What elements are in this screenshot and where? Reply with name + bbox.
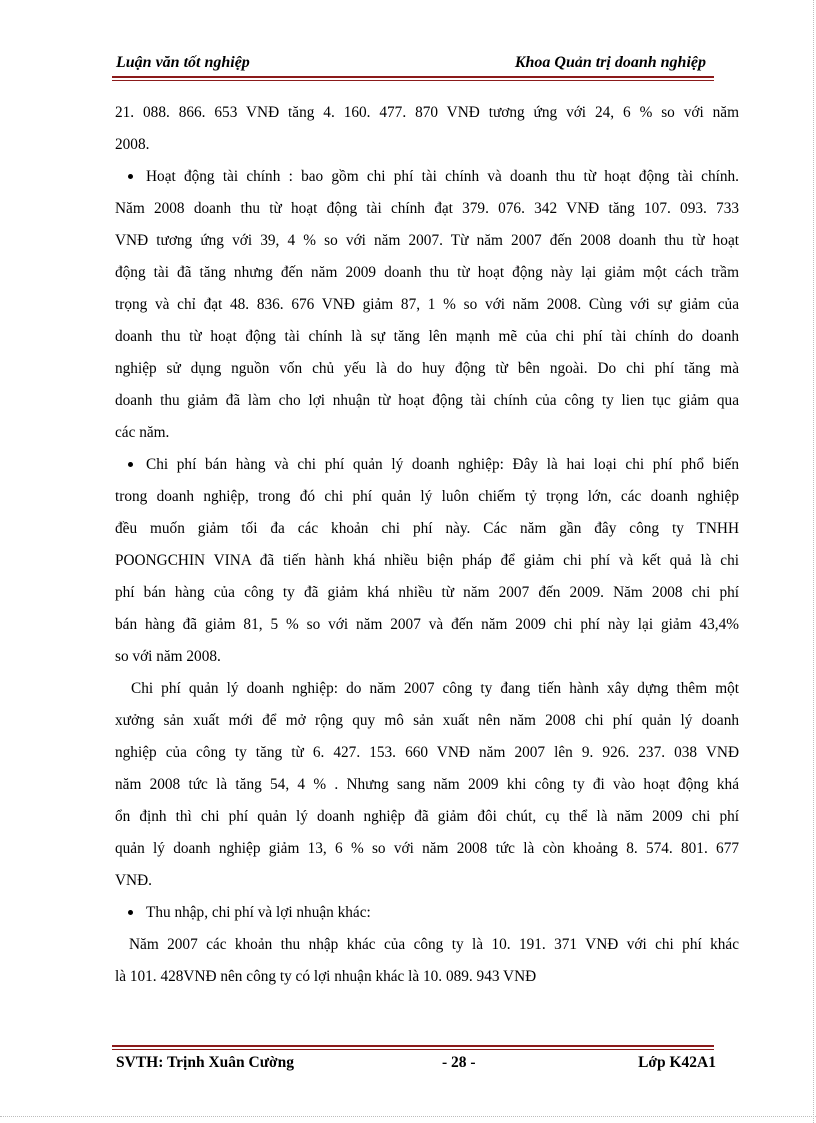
page-header: [112, 52, 712, 74]
page-footer: [112, 1052, 716, 1076]
bullet-text: Hoạt động tài chính : bao gồm chi phí tài chính và doanh thu từ hoạt động tài chính.: [146, 168, 739, 185]
text-line: doanh thu giảm đã làm cho lợi nhuận từ hoạt động tài chính của công ty lien tục giảm qua: [115, 392, 739, 409]
text-line: bán hàng đã giảm 81, 5 % so với năm 2007 và đến năm 2009 chi phí này lại giảm 43,4%: [115, 616, 739, 633]
text-line: phí bán hàng của công ty đã giảm khá nhiều từ năm 2007 đến 2009. Năm 2008 chi phí: [115, 584, 739, 601]
bullet-line: [115, 161, 739, 193]
body-text: [115, 97, 739, 993]
bullet-line: [115, 449, 739, 481]
bullet-line: [115, 897, 739, 929]
bullet-icon: [128, 174, 133, 179]
text-line: động tài đã tăng nhưng đến năm 2009 doanh thu từ hoạt động này lại giảm một cách trầm: [115, 264, 739, 281]
bullet-icon: [128, 910, 133, 915]
text-line: Năm 2008 doanh thu từ hoạt động tài chính đạt 379. 076. 342 VNĐ tăng 107. 093. 733: [115, 200, 739, 217]
text-line: doanh thu từ hoạt động tài chính là sự tăng lên mạnh mẽ của chi phí tài chính do doanh: [115, 328, 739, 345]
text-line: nghiệp sử dụng nguồn vốn chủ yếu là do huy động từ bên ngoài. Do chi phí tăng mà: [115, 360, 739, 377]
footer-student: SVTH: Trịnh Xuân Cường: [116, 1054, 294, 1071]
text-line: POONGCHIN VINA đã tiến hành khá nhiều biện pháp để giảm chi phí và kết quả là chi: [115, 552, 739, 569]
text-line: quản lý doanh nghiệp giảm 13, 6 % so với năm 2008 tức là còn khoảng 8. 574. 801. 677: [115, 840, 739, 857]
text-line: trong doanh nghiệp, trong đó chi phí quản lý luôn chiếm tỷ trọng lớn, các doanh nghiệp: [115, 488, 739, 505]
page-number: - 28 -: [442, 1054, 476, 1071]
header-rule: [112, 76, 714, 78]
header-faculty-label: Khoa Quản trị doanh nghiệp: [514, 54, 706, 71]
text-line: nghiệp của công ty tăng từ 6. 427. 153. 660 VNĐ năm 2007 lên 9. 926. 237. 038 VNĐ: [115, 744, 739, 761]
text-line: VNĐ tương ứng với 39, 4 % so với năm 2007. Từ năm 2007 đến 2008 doanh thu từ hoạt: [115, 232, 739, 249]
text-line: Năm 2007 các khoản thu nhập khác của công ty là 10. 191. 371 VNĐ với chi phí khác: [129, 936, 739, 953]
footer-class: Lớp K42A1: [638, 1054, 716, 1071]
footer-rule: [112, 1045, 714, 1047]
bullet-icon: [128, 462, 133, 467]
text-line: 21. 088. 866. 653 VNĐ tăng 4. 160. 477. 870 VNĐ tương ứng với 24, 6 % so với năm: [115, 104, 739, 121]
bullet-text: Chi phí bán hàng và chi phí quản lý doanh nghiệp: Đây là hai loại chi phí phổ biến: [146, 456, 739, 473]
page-edge-right: [813, 0, 814, 1123]
text-line: xưởng sản xuất mới để mở rộng quy mô sản xuất nên năm 2008 chi phí quản lý doanh: [115, 712, 739, 729]
bullet-text: Thu nhập, chi phí và lợi nhuận khác:: [146, 904, 371, 921]
text-line: năm 2008 tức là tăng 54, 4 % . Nhưng sang năm 2009 khi công ty đi vào hoạt động khá: [115, 776, 739, 793]
text-line: Chi phí quản lý doanh nghiệp: do năm 2007 công ty đang tiến hành xây dựng thêm một: [131, 680, 739, 697]
text-line: đều muốn giảm tối đa các khoản chi phí này. Các năm gần đây công ty TNHH: [115, 520, 739, 537]
text-line: các năm.: [115, 424, 170, 441]
text-line: ổn định thì chi phí quản lý doanh nghiệp đã giảm đôi chút, cụ thể là năm 2009 chi phí: [115, 808, 739, 825]
text-line: so với năm 2008.: [115, 648, 221, 665]
page-edge-bottom: [0, 1116, 816, 1117]
header-thesis-label: Luận văn tốt nghiệp: [116, 54, 250, 71]
footer-rule-thin: [112, 1049, 714, 1050]
header-rule-thin: [112, 80, 714, 81]
text-line: trọng và chỉ đạt 48. 836. 676 VNĐ giảm 87, 1 % so với năm 2008. Cùng với sự giảm của: [115, 296, 739, 313]
text-line: là 101. 428VNĐ nên công ty có lợi nhuận khác là 10. 089. 943 VNĐ: [115, 968, 537, 985]
text-line: VNĐ.: [115, 872, 152, 889]
text-line: 2008.: [115, 136, 150, 153]
